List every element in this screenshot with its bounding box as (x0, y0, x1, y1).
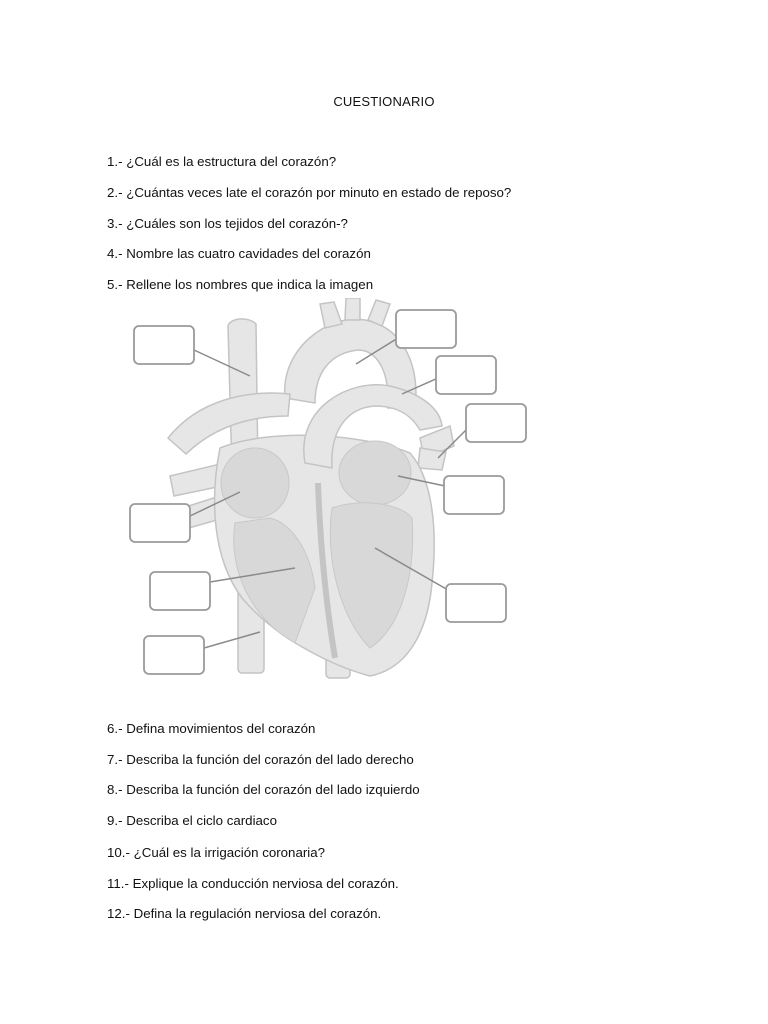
aortic-branch-shape (320, 302, 342, 328)
left-atrium-shape (339, 441, 411, 505)
page-title: CUESTIONARIO (333, 94, 435, 109)
question-8: 8.- Describa la función del corazón del lado izquierdo (107, 782, 420, 797)
aortic-branch-shape (345, 298, 360, 320)
label-box[interactable] (130, 504, 190, 542)
question-12: 12.- Defina la regulación nerviosa del corazón. (107, 906, 382, 921)
question-5: 5.- Rellene los nombres que indica la imagen (107, 277, 374, 292)
question-10: 10.- ¿Cuál es la irrigación coronaria? (107, 845, 326, 860)
label-box[interactable] (466, 404, 526, 442)
question-11: 11.- Explique la conducción nerviosa del corazón. (107, 876, 399, 891)
label-box[interactable] (144, 636, 204, 674)
question-3: 3.- ¿Cuáles son los tejidos del corazón-? (107, 216, 348, 231)
right-atrium-shape (221, 448, 289, 518)
label-box[interactable] (134, 326, 194, 364)
left-pulmonary-vein-shape (418, 448, 446, 470)
question-9: 9.- Describa el ciclo cardiaco (107, 813, 277, 828)
question-2: 2.- ¿Cuántas veces late el corazón por minuto en estado de reposo? (107, 185, 512, 200)
question-1: 1.- ¿Cuál es la estructura del corazón? (107, 154, 337, 169)
label-box[interactable] (444, 476, 504, 514)
question-4: 4.- Nombre las cuatro cavidades del corazón (107, 246, 371, 261)
label-box[interactable] (396, 310, 456, 348)
aortic-branch-shape (368, 300, 390, 326)
heart-diagram (120, 298, 540, 688)
question-6: 6.- Defina movimientos del corazón (107, 721, 316, 736)
question-7: 7.- Describa la función del corazón del lado derecho (107, 752, 414, 767)
label-box[interactable] (150, 572, 210, 610)
label-box[interactable] (446, 584, 506, 622)
label-box[interactable] (436, 356, 496, 394)
